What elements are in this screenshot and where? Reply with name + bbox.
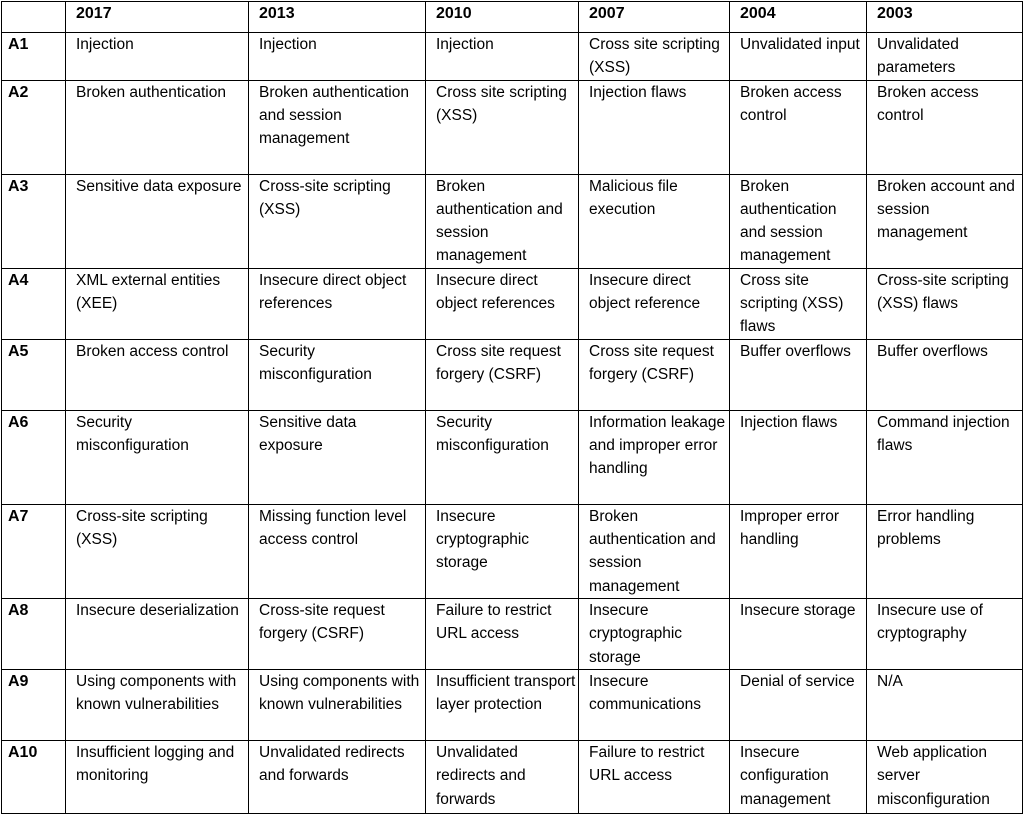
table-cell: Failure to restrict URL access xyxy=(579,740,730,813)
table-cell: Unvalidated parameters xyxy=(867,33,1023,81)
table-cell: Error handling problems xyxy=(867,504,1023,598)
table-cell: Injection flaws xyxy=(579,80,730,174)
table-row xyxy=(2,33,1023,81)
row-label: A10 xyxy=(2,740,66,813)
table-cell: Insecure cryptographic storage xyxy=(579,598,730,669)
table-cell: Insecure direct object reference xyxy=(579,268,730,339)
row-label: A8 xyxy=(2,598,66,669)
table-cell: Command injection flaws xyxy=(867,410,1023,504)
table-cell: Insecure storage xyxy=(730,598,867,669)
table-cell: Malicious file execution xyxy=(579,174,730,268)
row-label: A6 xyxy=(2,410,66,504)
table-cell: Cross site request forgery (CSRF) xyxy=(426,339,579,410)
owasp-top-ten-comparison-table xyxy=(1,1,1023,814)
table-cell: Insecure cryptographic storage xyxy=(426,504,579,598)
year-header-2004: 2004 xyxy=(730,2,867,33)
table-cell: Cross site request forgery (CSRF) xyxy=(579,339,730,410)
table-cell: Insecure use of cryptography xyxy=(867,598,1023,669)
table-cell: N/A xyxy=(867,669,1023,740)
table-cell: Cross-site scripting (XSS) flaws xyxy=(867,268,1023,339)
row-label: A5 xyxy=(2,339,66,410)
table-cell: Unvalidated redirects and forwards xyxy=(426,740,579,813)
table-cell: Injection xyxy=(66,33,249,81)
row-label: A1 xyxy=(2,33,66,81)
table-cell: Broken authentication and session management xyxy=(249,80,426,174)
table-row xyxy=(2,598,1023,669)
table-row xyxy=(2,80,1023,174)
corner-cell xyxy=(2,2,66,33)
table-body xyxy=(2,33,1023,814)
table-cell: Broken account and session management xyxy=(867,174,1023,268)
row-label: A3 xyxy=(2,174,66,268)
table-cell: Buffer overflows xyxy=(730,339,867,410)
year-header-2013: 2013 xyxy=(249,2,426,33)
table-cell: Injection xyxy=(426,33,579,81)
table-cell: Cross-site scripting (XSS) xyxy=(249,174,426,268)
table-cell: Improper error handling xyxy=(730,504,867,598)
table-row xyxy=(2,740,1023,813)
table-cell: Insecure configuration management xyxy=(730,740,867,813)
table-cell: Broken authentication and session management xyxy=(579,504,730,598)
table-cell: Insufficient logging and monitoring xyxy=(66,740,249,813)
year-header-2007: 2007 xyxy=(579,2,730,33)
table-cell: Security misconfiguration xyxy=(249,339,426,410)
table-cell: XML external entities (XEE) xyxy=(66,268,249,339)
table-row xyxy=(2,174,1023,268)
table-row xyxy=(2,410,1023,504)
table-cell: Information leakage and improper error handling xyxy=(579,410,730,504)
table-cell: Insecure deserialization xyxy=(66,598,249,669)
table-cell: Sensitive data exposure xyxy=(249,410,426,504)
table-cell: Broken authentication and session management xyxy=(426,174,579,268)
table-cell: Security misconfiguration xyxy=(426,410,579,504)
table-cell: Security misconfiguration xyxy=(66,410,249,504)
table-cell: Insufficient transport layer protection xyxy=(426,669,579,740)
table-cell: Insecure direct object references xyxy=(249,268,426,339)
table-cell: Unvalidated input xyxy=(730,33,867,81)
table-cell: Broken authentication xyxy=(66,80,249,174)
table-cell: Insecure communications xyxy=(579,669,730,740)
row-label: A2 xyxy=(2,80,66,174)
table-cell: Missing function level access control xyxy=(249,504,426,598)
year-header-2003: 2003 xyxy=(867,2,1023,33)
table-cell: Using components with known vulnerabilities xyxy=(249,669,426,740)
row-label: A9 xyxy=(2,669,66,740)
table-cell: Cross-site request forgery (CSRF) xyxy=(249,598,426,669)
table-cell: Cross-site scripting (XSS) xyxy=(66,504,249,598)
table-row xyxy=(2,504,1023,598)
row-label: A7 xyxy=(2,504,66,598)
row-label: A4 xyxy=(2,268,66,339)
table-row xyxy=(2,268,1023,339)
table-cell: Web application server misconfiguration xyxy=(867,740,1023,813)
table-cell: Injection xyxy=(249,33,426,81)
table-cell: Broken authentication and session management xyxy=(730,174,867,268)
table-cell: Broken access control xyxy=(867,80,1023,174)
table-cell: Buffer overflows xyxy=(867,339,1023,410)
table-cell: Sensitive data exposure xyxy=(66,174,249,268)
year-header-2017: 2017 xyxy=(66,2,249,33)
table-row xyxy=(2,669,1023,740)
table-cell: Failure to restrict URL access xyxy=(426,598,579,669)
header-row xyxy=(2,2,1023,33)
year-header-2010: 2010 xyxy=(426,2,579,33)
table-cell: Broken access control xyxy=(66,339,249,410)
table-header xyxy=(2,2,1023,33)
table-cell: Injection flaws xyxy=(730,410,867,504)
table-row xyxy=(2,339,1023,410)
table-cell: Insecure direct object references xyxy=(426,268,579,339)
table-cell: Unvalidated redirects and forwards xyxy=(249,740,426,813)
table-cell: Cross site scripting (XSS) xyxy=(426,80,579,174)
table-cell: Cross site scripting (XSS) xyxy=(579,33,730,81)
table-cell: Denial of service xyxy=(730,669,867,740)
table-cell: Broken access control xyxy=(730,80,867,174)
table-cell: Cross site scripting (XSS) flaws xyxy=(730,268,867,339)
table-cell: Using components with known vulnerabilities xyxy=(66,669,249,740)
